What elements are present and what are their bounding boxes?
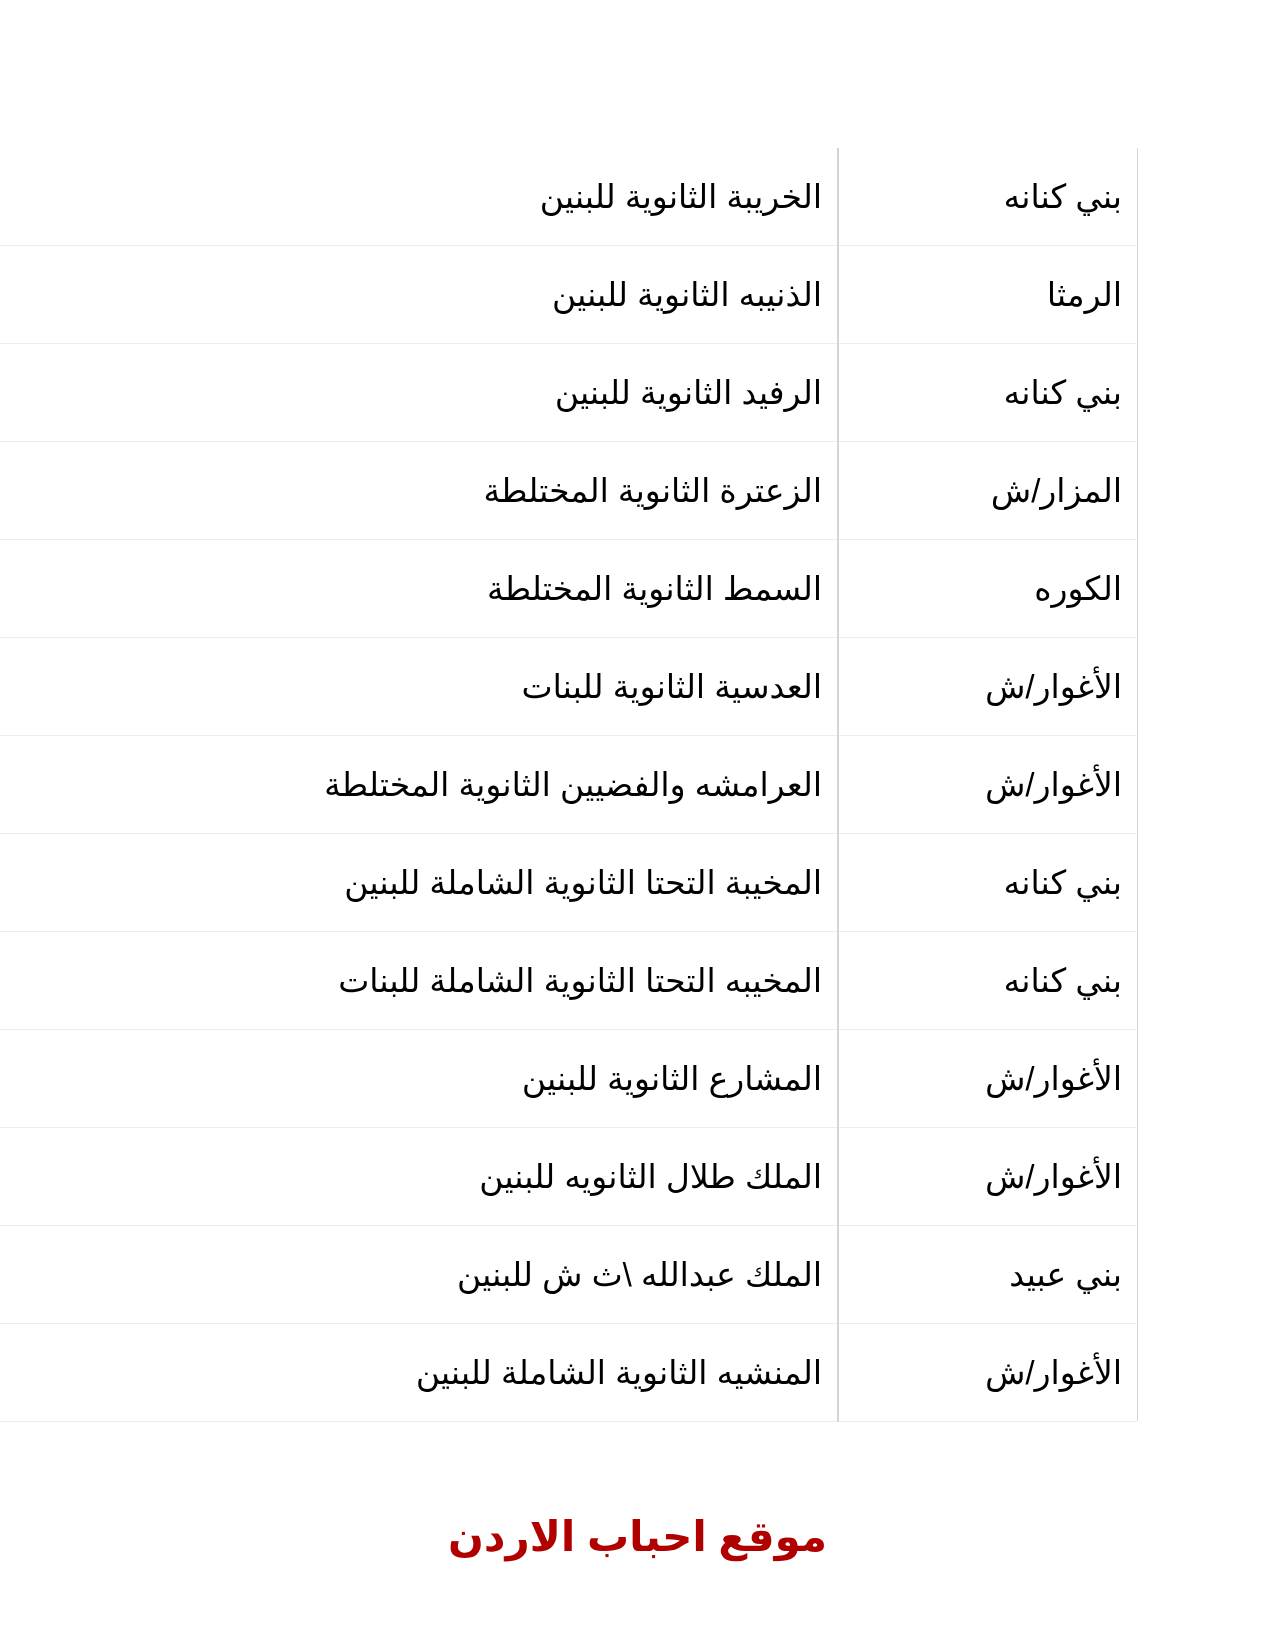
school-name-cell: الملك عبدالله \ث ش للبنين	[0, 1226, 838, 1324]
school-name-cell: العرامشه والفضيين الثانوية المختلطة	[0, 736, 838, 834]
district-cell: الأغوار/ش	[838, 1324, 1138, 1422]
district-cell: الأغوار/ش	[838, 1030, 1138, 1128]
district-cell: المزار/ش	[838, 442, 1138, 540]
school-name-cell: المنشيه الثانوية الشاملة للبنين	[0, 1324, 838, 1422]
district-cell: بني كنانه	[838, 932, 1138, 1030]
table-row	[0, 148, 1138, 246]
district-cell: الأغوار/ش	[838, 736, 1138, 834]
district-cell: بني كنانه	[838, 834, 1138, 932]
district-cell: بني عبيد	[838, 1226, 1138, 1324]
table-row	[0, 736, 1138, 834]
table-row	[0, 344, 1138, 442]
table-row	[0, 1030, 1138, 1128]
school-name-cell: الملك طلال الثانويه للبنين	[0, 1128, 838, 1226]
table-row	[0, 246, 1138, 344]
table-row	[0, 442, 1138, 540]
school-name-cell: المخيبه التحتا الثانوية الشاملة للبنات	[0, 932, 838, 1030]
district-cell: بني كنانه	[838, 344, 1138, 442]
table-row	[0, 638, 1138, 736]
table-row	[0, 540, 1138, 638]
school-name-cell: المشارع الثانوية للبنين	[0, 1030, 838, 1128]
district-cell: الأغوار/ش	[838, 1128, 1138, 1226]
table-row	[0, 1128, 1138, 1226]
school-name-cell: العدسية الثانوية للبنات	[0, 638, 838, 736]
school-name-cell: الرفيد الثانوية للبنين	[0, 344, 838, 442]
table-row	[0, 932, 1138, 1030]
district-cell: الكوره	[838, 540, 1138, 638]
school-name-cell: الخريبة الثانوية للبنين	[0, 148, 838, 246]
school-name-cell: الزعترة الثانوية المختلطة	[0, 442, 838, 540]
school-name-cell: السمط الثانوية المختلطة	[0, 540, 838, 638]
school-name-cell: الذنيبه الثانوية للبنين	[0, 246, 838, 344]
district-cell: بني كنانه	[838, 148, 1138, 246]
table-row	[0, 1324, 1138, 1422]
table-row	[0, 1226, 1138, 1324]
district-cell: الأغوار/ش	[838, 638, 1138, 736]
district-cell: الرمثا	[838, 246, 1138, 344]
school-name-cell: المخيبة التحتا الثانوية الشاملة للبنين	[0, 834, 838, 932]
schools-table-body	[0, 148, 1138, 1422]
site-brand-footer: موقع احباب الاردن	[448, 1513, 827, 1560]
table-row	[0, 834, 1138, 932]
schools-table	[0, 148, 1138, 1422]
